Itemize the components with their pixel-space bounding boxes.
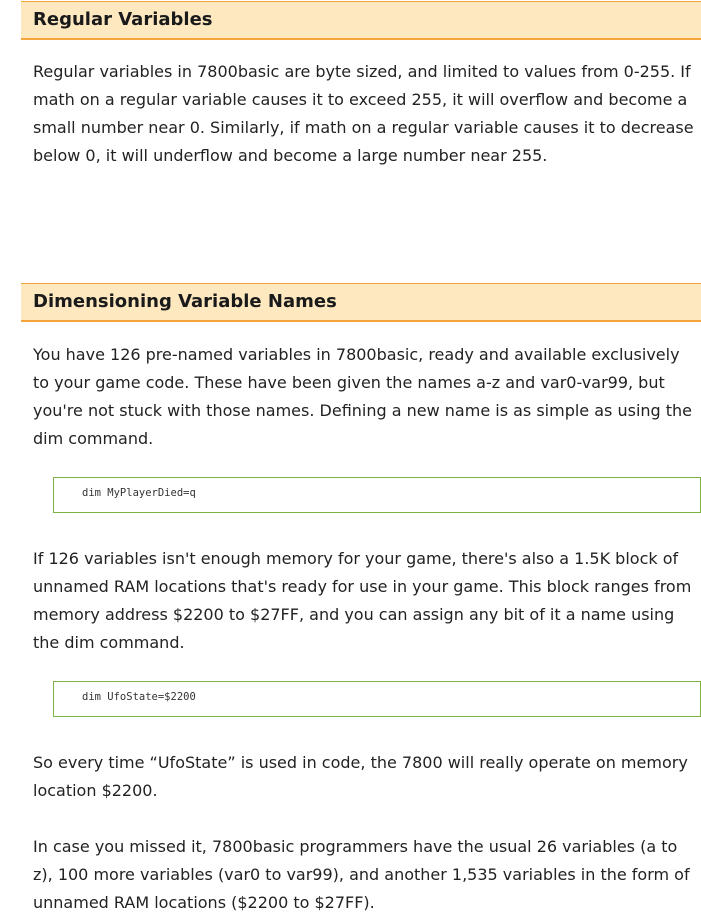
paragraph-ufostate-explanation: So every time “UfoState” is used in code, the 7800 will really operate on memory location $2200. [33,753,688,800]
code-block-myplayerdied [53,477,701,513]
paragraph-summary: In case you missed it, 7800basic programmers have the usual 26 variables (a to z), 100 more variables (var0 to var99), and another 1,535 variables in the form of unnamed RAM locations ($2200 to $27FF). [33,837,690,912]
paragraph-ram-block: If 126 variables isn't enough memory for your game, there's also a 1.5K block of unnamed RAM locations that's ready for use in your game. This block ranges from memory address $2200 to $27FF, and you can assign any bit of it a name using the dim command. [33,549,692,652]
section-heading: Dimensioning Variable Names [33,291,337,312]
paragraph-regular-variables: Regular variables in 7800basic are byte sized, and limited to values from 0-255. If math on a regular variable causes it to exceed 255, it will overflow and become a small number near 0. Similarly, if math on a regular variable causes it to decrease below 0, it will underflow and become a large number near 255. [33,62,694,165]
code-text: dim MyPlayerDied=q [82,487,196,499]
code-text: dim UfoState=$2200 [82,691,196,703]
section-header-dimensioning [21,283,701,322]
section-header-regular-variables [21,1,701,40]
section-heading: Regular Variables [33,9,213,30]
code-block-ufostate [53,681,701,717]
paragraph-dim-intro: You have 126 pre-named variables in 7800basic, ready and available exclusively to your game code. These have been given the names a-z and var0-var99, but you're not stuck with those names. Defining a new name is as simple as using the dim command. [33,345,693,448]
